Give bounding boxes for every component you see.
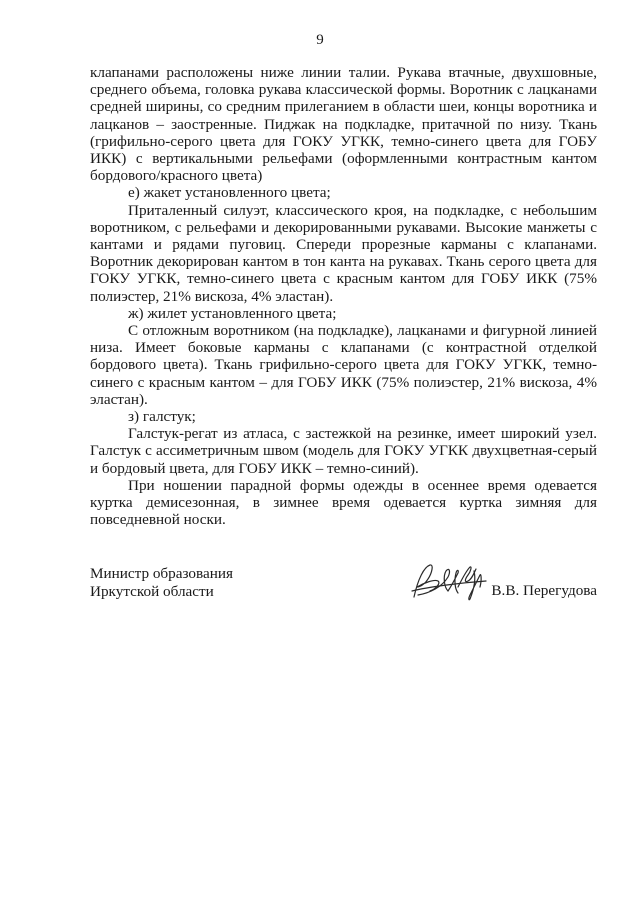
handwritten-signature-image [408, 557, 500, 605]
heading-zhaket: е) жакет установленного цвета; [128, 184, 331, 202]
heading-galstuk: з) галстук; [128, 408, 196, 426]
paragraph-zhilet: С отложным воротником (на подкладке), лацканами и фигурной линией низа. Имеет боковые карманы с клапанами (с контрастной отделкой бордового цвета). Ткань грифильно-серого цвета для ГОКУ УГКК, темно-синего с красным кантом – для ГОБУ ИКК (75% полиэстер, 21% вискоза, 4% эластан). [90, 322, 597, 408]
signature-block [90, 565, 597, 610]
paragraph-seasonal-note: При ношении парадной формы одежды в осеннее время одевается куртка демисезонная, в зимнее время одевается куртка зимняя для повседневной носки. [90, 476, 597, 529]
signatory-position-line1: Министр образования [90, 565, 233, 582]
signatory-name: В.В. Перегудова [491, 582, 597, 599]
signatory-position-line2: Иркутской области [90, 582, 214, 600]
page-number: 9 [316, 32, 324, 48]
paragraph-jacket-continuation: клапанами расположены ниже линии талии. Рукава втачные, двухшовные, среднего объема, головка рукава классической формы. Воротник с лацканами средней ширины, со средним прилеганием в области шеи, концы воротника и лацканов – заостренные. Пиджак на подкладке, притачной по низу. Ткань (грифильно-серого цвета для ГОКУ УГКК, темно-синего цвета для ГОБУ ИКК) с вертикальными рельефами (оформленными контрастным кантом бордового/красного цвета) [90, 64, 597, 185]
signatory-position [90, 565, 233, 600]
heading-zhilet: ж) жилет установленного цвета; [128, 304, 337, 322]
document-body [90, 64, 597, 528]
paragraph-zhaket: Приталенный силуэт, классического кроя, на подкладке, с небольшим воротником, с рельефами и декорированными рукавами. Высокие манжеты с кантами и рядами пуговиц. Спереди прорезные карманы с клапанами. Воротник декорирован кантом в тон канта на рукавах. Ткань серого цвета для ГОКУ УГКК, темно-синего цвета с красным кантом для ГОБУ ИКК (75% полиэстер, 21% вискоза, 4% эластан). [90, 201, 597, 305]
paragraph-galstuk: Галстук-регат из атласа, с застежкой на резинке, имеет широкий узел. Галстук с ассиметричным швом (модель для ГОКУ УГКК двухцветная-серый и бордовый цвета, для ГОБУ ИКК – темно-синий). [90, 425, 597, 477]
